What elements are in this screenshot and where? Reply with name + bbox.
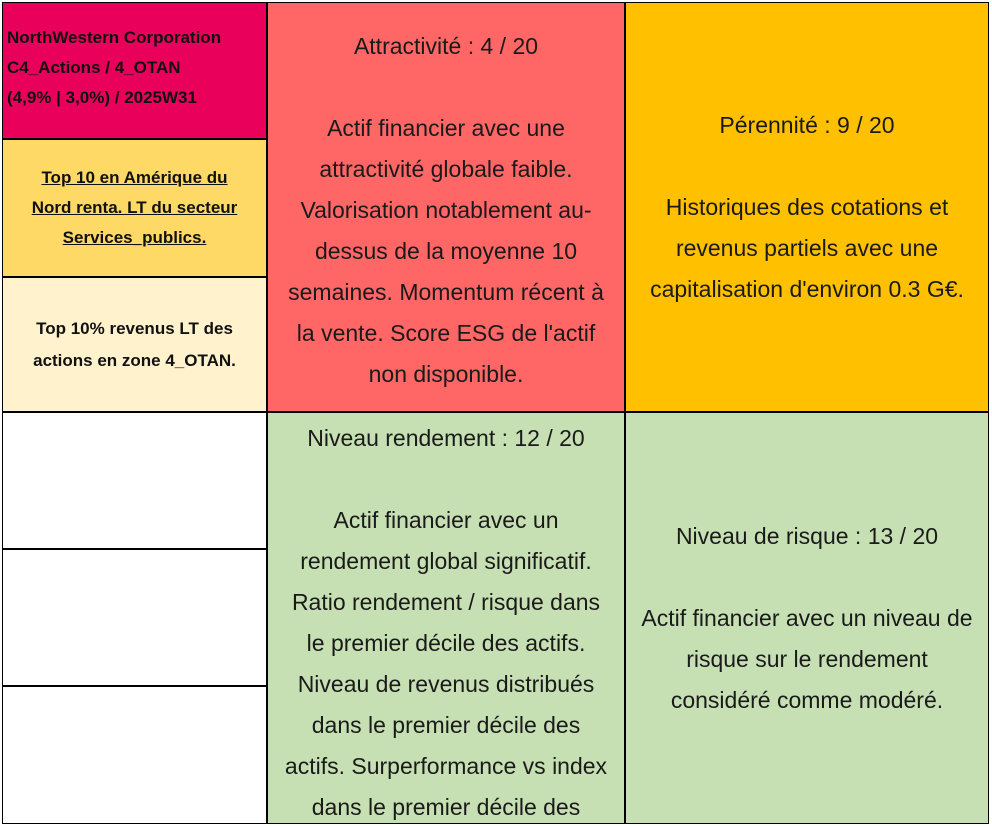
attractivite-line: Valorisation notablement au- [300,197,592,223]
top10pct-line: actions en zone 4_OTAN. [33,350,236,370]
attractivite-heading: Attractivité : 4 / 20 [353,33,539,59]
rendement-cell [267,412,625,824]
top10pct-cell [2,277,267,412]
risque-line: risque sur le rendement [686,645,928,672]
empty-cell [2,412,267,549]
attractivite-line: non disponible. [368,361,524,387]
perennite-line: capitalisation d'environ 0.3 G€. [650,275,964,302]
risque-heading: Niveau de risque : 13 / 20 [675,522,939,549]
empty-cell [2,686,267,824]
perennite-line: Historiques des cotations et [665,193,949,220]
empty-cell [2,549,267,686]
rendement-heading: Niveau rendement : 12 / 20 [307,425,585,451]
top10-line: Services_publics. [62,228,207,247]
rendement-line: dans le premier décile des [311,712,581,738]
risque-cell [625,412,989,824]
risque-content [641,516,972,721]
perennite-content [650,105,964,310]
attractivite-line: la vente. Score ESG de l'actif [296,320,596,346]
top10pct-text [33,313,236,377]
rendement-line: Ratio rendement / risque dans [291,589,601,615]
top10pct-line: Top 10% revenus LT des [36,318,233,338]
attractivite-line: Actif financier avec une [327,115,565,141]
asset-name: NorthWestern Corporation [7,28,222,47]
rendement-line: le premier décile des actifs. [306,630,586,656]
perennite-heading: Pérennité : 9 / 20 [719,111,895,138]
rendement-line: actifs. Surperformance vs index [284,753,608,779]
top10-link-cell[interactable] [2,139,267,277]
rendement-line: Niveau de revenus distribués [297,671,595,697]
top10-line: Nord renta. LT du secteur [31,198,238,217]
perennite-line: revenus partiels avec une [675,234,939,261]
top10-link[interactable] [32,163,238,253]
risque-line: Actif financier avec un niveau de [641,604,973,631]
rendement-line: dans le premier décile des [311,794,581,820]
asset-title-cell [2,2,267,139]
top10-line: Top 10 en Amérique du [41,168,228,187]
rendement-line: rendement global significatif. [300,548,592,574]
rendement-line: Actif financier avec un [333,507,559,533]
attractivite-line: semaines. Momentum récent à [288,279,604,305]
attractivite-cell [267,2,625,412]
perennite-cell [625,2,989,412]
attractivite-line: attractivité globale faible. [319,156,573,182]
asset-performance: (4,9% | 3,0%) / 2025W31 [7,88,197,107]
risque-line: considéré comme modéré. [670,686,944,713]
attractivite-line: dessus de la moyenne 10 [314,238,578,264]
asset-category: C4_Actions / 4_OTAN [7,58,181,77]
